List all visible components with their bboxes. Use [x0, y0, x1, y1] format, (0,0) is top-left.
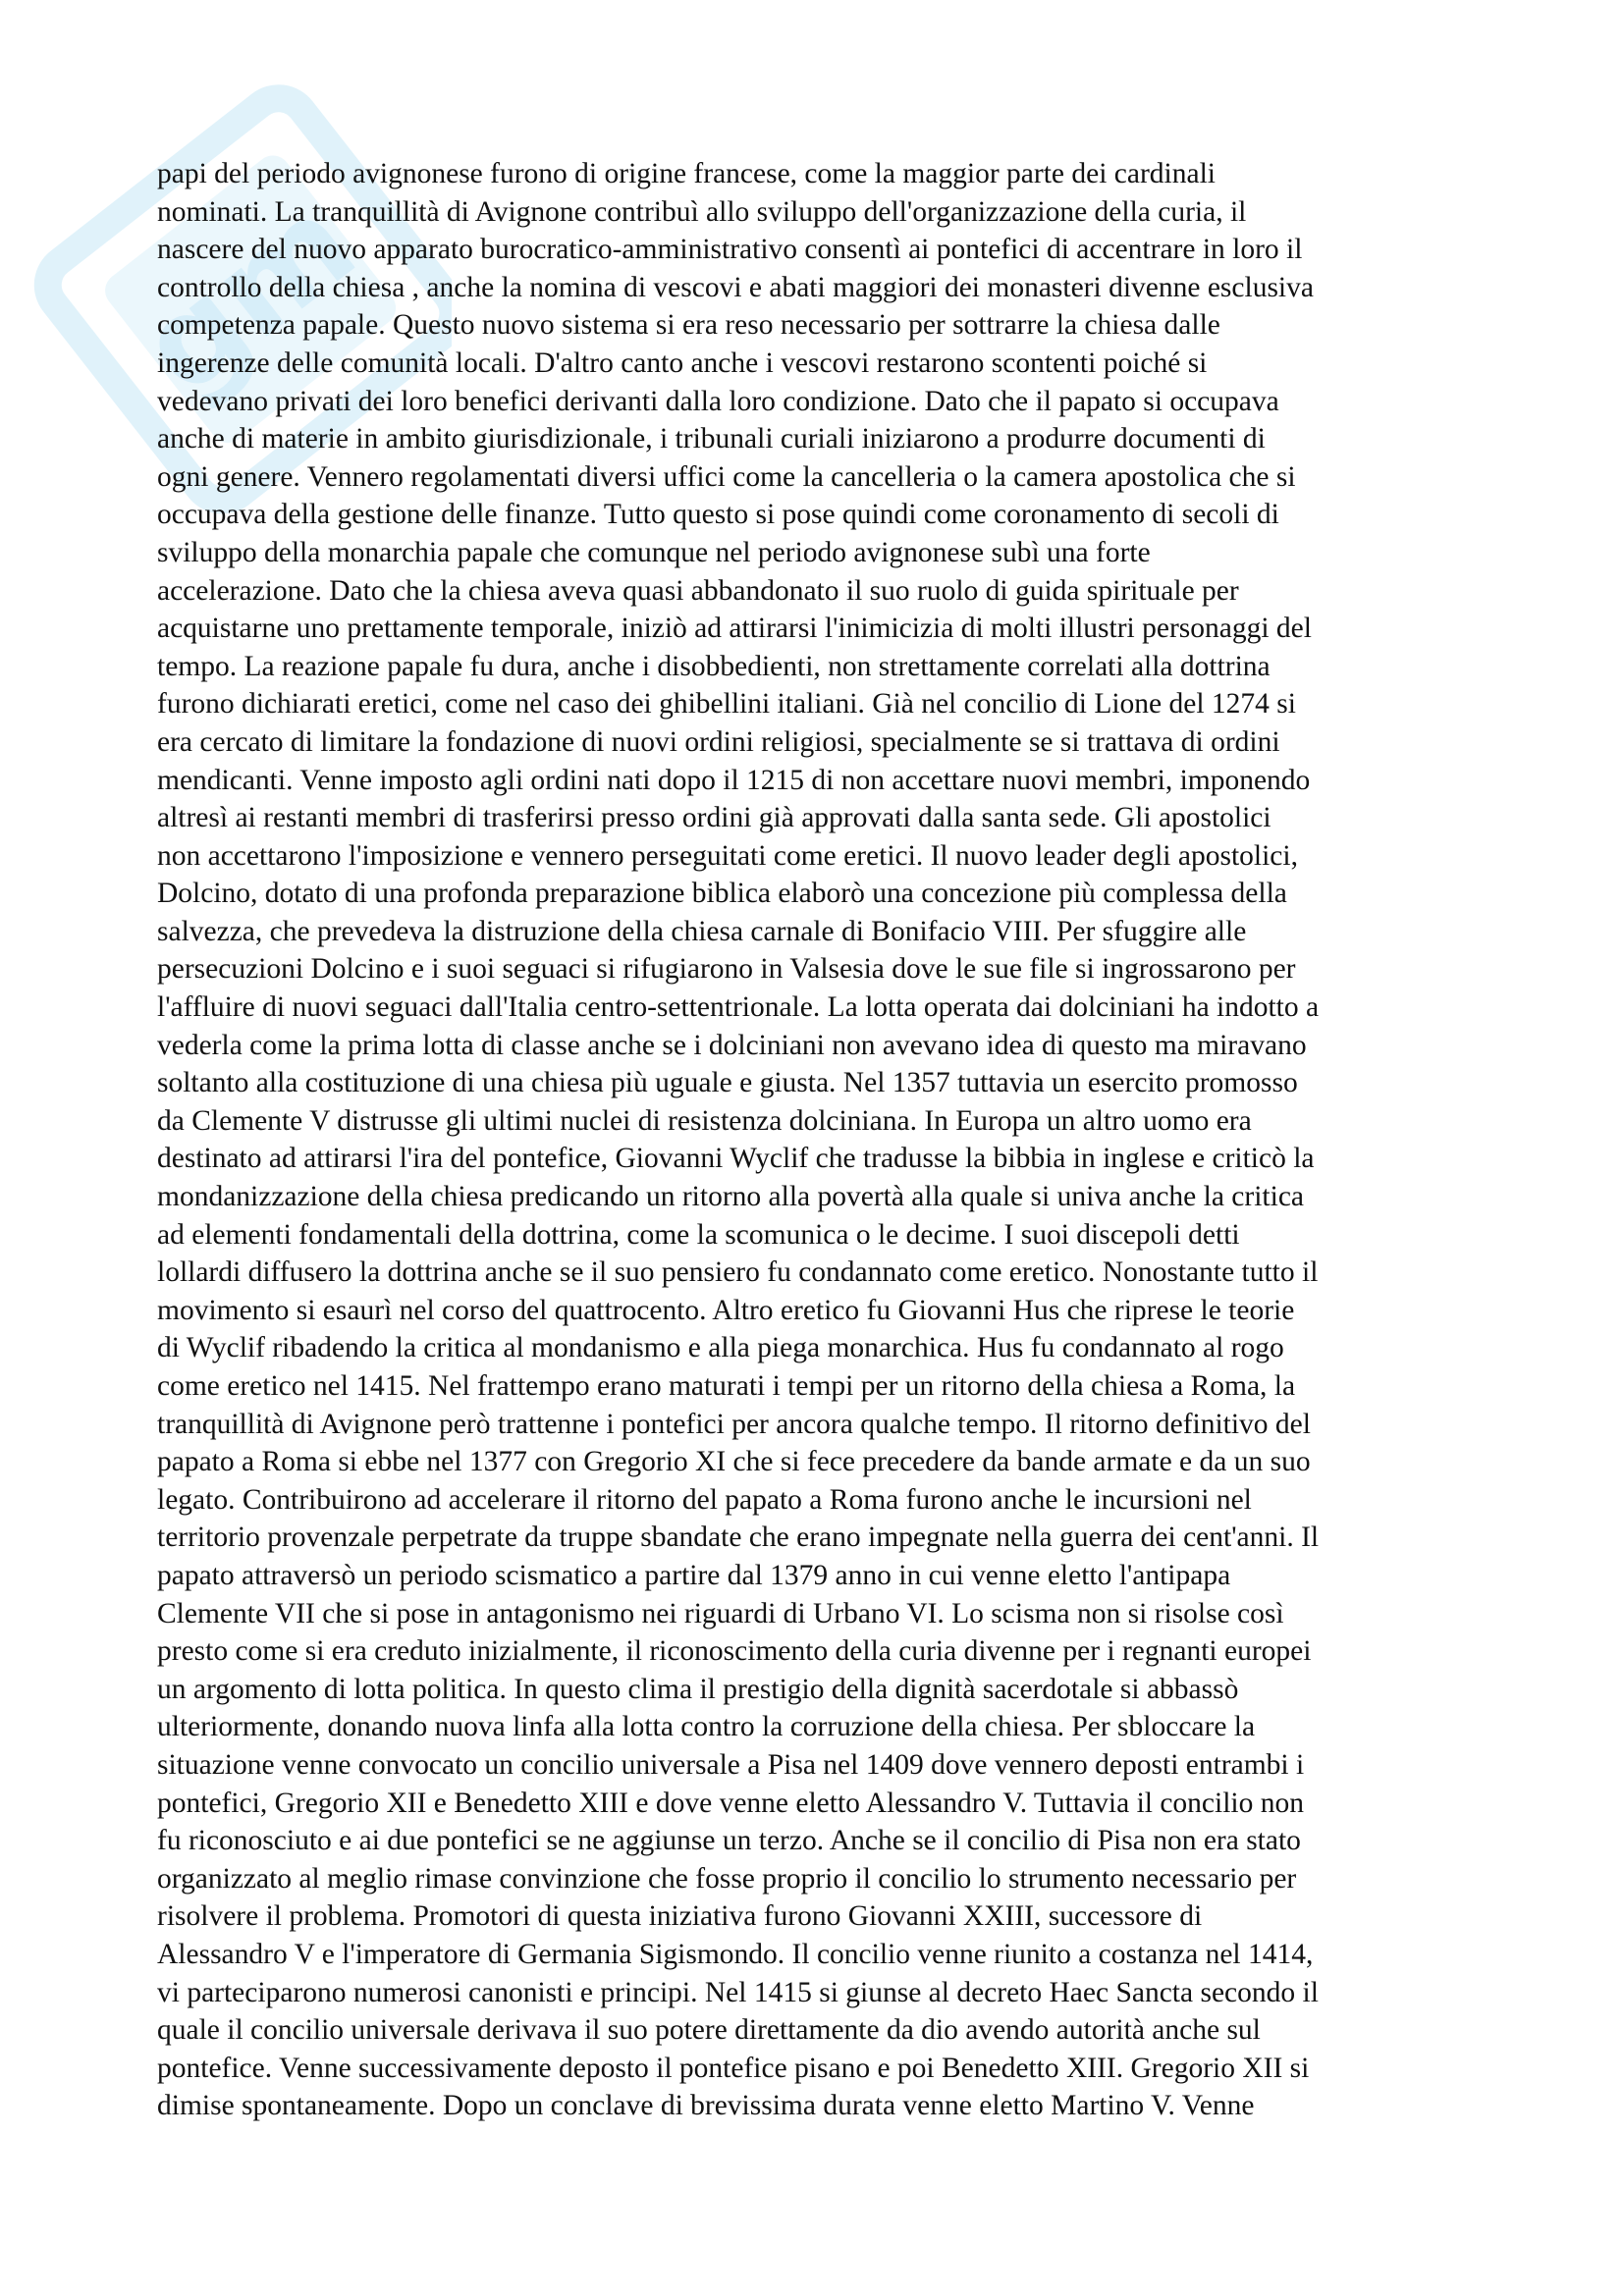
text-line: acquistarne uno prettamente temporale, iniziò ad attirarsi l'inimicizia di molti illustri personaggi del — [157, 613, 1312, 645]
text-line: Clemente VII che si pose in antagonismo nei riguardi di Urbano VI. Lo scisma non si risolse così — [157, 1597, 1284, 1629]
text-line: nascere del nuovo apparato burocratico-amministrativo consentì ai pontefici di accentrare in loro il — [157, 234, 1303, 266]
text-line: mondanizzazione della chiesa predicando un ritorno alla povertà alla quale si univa anche la critica — [157, 1181, 1305, 1213]
text-line: papi del periodo avignonese furono di origine francese, come la maggior parte dei cardinali — [157, 158, 1216, 189]
text-line: tempo. La reazione papale fu dura, anche i disobbedienti, non strettamente correlati alla dottrina — [157, 650, 1271, 682]
text-line: accelerazione. Dato che la chiesa aveva quasi abbandonato il suo ruolo di guida spirituale per — [157, 574, 1239, 607]
text-line: vi parteciparono numerosi canonisti e principi. Nel 1415 si giunse al decreto Haec Sancta secondo il — [157, 1976, 1319, 2008]
text-line: persecuzioni Dolcino e i suoi seguaci si rifugiarono in Valsesia dove le sue file si ingrossarono per — [157, 953, 1296, 986]
text-line: presto come si era creduto inizialmente, il riconoscimento della curia divenne per i regnanti europei — [157, 1635, 1312, 1668]
text-line: papato attraversò un periodo scismatico a partire dal 1379 anno in cui venne eletto l'antipapa — [157, 1559, 1231, 1591]
text-line: lollardi diffusero la dottrina anche se il suo pensiero fu condannato come eretico. Nonostante tutto il — [157, 1256, 1319, 1289]
text-line: Dolcino, dotato di una profonda preparazione biblica elaborò una concezione più complessa della — [157, 878, 1287, 910]
text-line: dimise spontaneamente. Dopo un conclave di brevissima durata venne eletto Martino V. Venne — [157, 2090, 1255, 2122]
text-line: destinato ad attirarsi l'ira del pontefice, Giovanni Wyclif che tradusse la bibbia in inglese e criticò la — [157, 1143, 1315, 1175]
text-line: era cercato di limitare la fondazione di nuovi ordini religiosi, specialmente se si trattava di ordini — [157, 725, 1280, 758]
body-text — [157, 155, 1473, 2125]
text-line: ingerenze delle comunità locali. D'altro canto anche i vescovi restarono scontenti poiché si — [157, 347, 1208, 379]
text-line: sviluppo della monarchia papale che comunque nel periodo avignonese subì una forte — [157, 536, 1151, 568]
text-line: l'affluire di nuovi seguaci dall'Italia centro-settentrionale. La lotta operata dai dolciniani ha indotto a — [157, 991, 1320, 1024]
text-line: organizzato al meglio rimase convinzione che fosse proprio il concilio lo strumento necessario per — [157, 1862, 1297, 1895]
text-line: un argomento di lotta politica. In questo clima il prestigio della dignità sacerdotale si abbassò — [157, 1673, 1239, 1705]
text-line: legato. Contribuirono ad accelerare il ritorno del papato a Roma furono anche le incursioni nel — [157, 1483, 1252, 1516]
text-line: tranquillità di Avignone però trattenne i pontefici per ancora qualche tempo. Il ritorno definitivo del — [157, 1408, 1311, 1440]
text-line: vederla come la prima lotta di classe anche se i dolciniani non avevano idea di questo ma miravano — [157, 1029, 1307, 1061]
text-line: papato a Roma si ebbe nel 1377 con Gregorio XI che si fece precedere da bande armate e da un suo — [157, 1446, 1311, 1478]
text-line: quale il concilio universale derivava il suo potere direttamente da dio avendo autorità anche sul — [157, 2014, 1261, 2047]
text-line: salvezza, che prevedeva la distruzione della chiesa carnale di Bonifacio VIII. Per sfuggire alle — [157, 915, 1247, 947]
text-line: situazione venne convocato un concilio universale a Pisa nel 1409 dove vennero deposti entrambi i — [157, 1748, 1305, 1781]
watermark-text: gm — [113, 167, 382, 424]
text-line: risolvere il problema. Promotori di questa iniziativa furono Giovanni XXIII, successore di — [157, 1900, 1203, 1933]
text-line: da Clemente V distrusse gli ultimi nuclei di resistenza dolciniana. In Europa un altro uomo era — [157, 1104, 1252, 1137]
text-line: competenza papale. Questo nuovo sistema si era reso necessario per sottrarre la chiesa dalle — [157, 309, 1220, 342]
text-line: territorio provenzale perpetrate da truppe sbandate che erano impegnate nella guerra dei cent'anni. Il — [157, 1522, 1320, 1554]
text-line: ogni genere. Vennero regolamentati diversi uffici come la cancelleria o la camera apostolica che si — [157, 460, 1296, 493]
text-line: come eretico nel 1415. Nel frattempo erano maturati i tempi per un ritorno della chiesa a Roma, la — [157, 1370, 1296, 1402]
text-line: controllo della chiesa , anche la nomina di vescovi e abati maggiori dei monasteri divenne esclusiva — [157, 271, 1314, 303]
text-line: altresì ai restanti membri di trasferirsi presso ordini già approvati dalla santa sede. Gli apostolici — [157, 802, 1271, 834]
text-line: ulteriormente, donando nuova linfa alla lotta contro la corruzione della chiesa. Per sbloccare la — [157, 1711, 1256, 1743]
text-line: pontefici, Gregorio XII e Benedetto XIII e dove venne eletto Alessandro V. Tuttavia il concilio non — [157, 1787, 1304, 1819]
text-line: di Wyclif ribadendo la critica al mondanismo e alla piega monarchica. Hus fu condannato al rogo — [157, 1332, 1284, 1364]
text-line: nominati. La tranquillità di Avignone contribuì allo sviluppo dell'organizzazione della curia, il — [157, 195, 1247, 228]
text-line: movimento si esaurì nel corso del quattrocento. Altro eretico fu Giovanni Hus che riprese le teorie — [157, 1294, 1295, 1326]
text-line: anche di materie in ambito giurisdizionale, i tribunali curiali iniziarono a produrre documenti di — [157, 423, 1266, 455]
text-line: soltanto alla costituzione di una chiesa più uguale e giusta. Nel 1357 tuttavia un esercito promosso — [157, 1067, 1298, 1099]
text-line: mendicanti. Venne imposto agli ordini nati dopo il 1215 di non accettare nuovi membri, imponendo — [157, 764, 1311, 796]
text-line: fu riconosciuto e ai due pontefici se ne aggiunse un terzo. Anche se il concilio di Pisa non era stato — [157, 1825, 1301, 1857]
text-line: Alessandro V e l'imperatore di Germania Sigismondo. Il concilio venne riunito a costanza nel 1414, — [157, 1938, 1314, 1970]
text-line: ad elementi fondamentali della dottrina, come la scomunica o le decime. I suoi discepoli detti — [157, 1218, 1240, 1251]
text-line: non accettarono l'imposizione e vennero perseguitati come eretici. Il nuovo leader degli apostolici, — [157, 839, 1298, 872]
text-line: occupava della gestione delle finanze. Tutto questo si pose quindi come coronamento di secoli di — [157, 499, 1279, 531]
text-line: furono dichiarati eretici, come nel caso dei ghibellini italiani. Già nel concilio di Lione del 1274 si — [157, 688, 1296, 721]
text-line: vedevano privati dei loro benefici derivanti dalla loro condizione. Dato che il papato si occupava — [157, 385, 1279, 417]
text-line: pontefice. Venne successivamente deposto il pontefice pisano e poi Benedetto XIII. Gregorio XII si — [157, 2052, 1310, 2084]
